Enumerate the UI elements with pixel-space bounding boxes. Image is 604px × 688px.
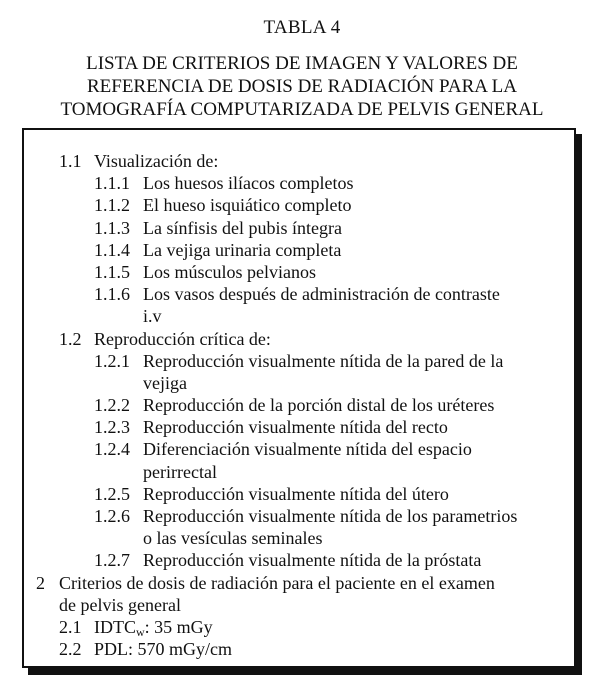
item-number: 1.2.5 bbox=[94, 483, 130, 504]
list-item bbox=[24, 549, 574, 571]
item-number: 1.2.4 bbox=[94, 439, 130, 460]
item-number: 1.2.1 bbox=[94, 350, 130, 371]
item-text-continued: vejiga bbox=[143, 372, 187, 393]
list-item-continuation bbox=[24, 527, 574, 549]
item-text-continued: i.v bbox=[143, 306, 162, 327]
list-item bbox=[24, 350, 574, 372]
list-item-continuation bbox=[24, 461, 574, 483]
list-item bbox=[24, 638, 574, 660]
item-text: Reproducción visualmente nítida del recto bbox=[143, 417, 448, 438]
list-item bbox=[24, 261, 574, 283]
item-number: 1.1.1 bbox=[94, 173, 130, 194]
list-item bbox=[24, 239, 574, 261]
item-text: Los huesos ilíacos completos bbox=[143, 173, 354, 194]
item-text: PDL: 570 mGy/cm bbox=[94, 639, 232, 660]
list-item bbox=[24, 172, 574, 194]
heading-line: REFERENCIA DE DOSIS DE RADIACIÓN PARA LA bbox=[86, 76, 517, 97]
item-number: 1.2.6 bbox=[94, 506, 130, 526]
section-number: 2 bbox=[36, 572, 45, 593]
item-text: El hueso isquiático completo bbox=[143, 195, 352, 216]
dose-label: IDTC bbox=[94, 616, 136, 637]
item-text: Reproducción visualmente nítida del útero bbox=[143, 483, 449, 504]
section-1-2-header bbox=[24, 328, 574, 350]
section-number: 1.1 bbox=[59, 151, 82, 171]
item-number: 1.1.3 bbox=[94, 217, 130, 238]
list-item-continuation bbox=[24, 305, 574, 327]
item-number: 1.2.2 bbox=[94, 395, 130, 416]
item-number: 1.1.2 bbox=[94, 195, 130, 216]
item-text: La vejiga urinaria completa bbox=[143, 239, 342, 260]
item-text: Los vasos después de administración de contraste bbox=[143, 284, 500, 305]
item-text-continued: perirrectal bbox=[143, 461, 217, 482]
item-text: Los músculos pelvianos bbox=[143, 261, 316, 282]
list-item bbox=[24, 394, 574, 416]
item-number: 1.2.3 bbox=[94, 417, 130, 438]
list-item bbox=[24, 616, 574, 638]
list-item bbox=[24, 505, 574, 527]
dose-label-subscript: w bbox=[136, 624, 145, 639]
heading-line: LISTA DE CRITERIOS DE IMAGEN Y VALORES DE bbox=[86, 53, 518, 74]
item-text: Reproducción visualmente nítida de los parametrios bbox=[143, 506, 518, 526]
item-text: Diferenciación visualmente nítida del espacio bbox=[143, 439, 472, 460]
list-item bbox=[24, 194, 574, 216]
item-number: 1.1.4 bbox=[94, 239, 130, 260]
list-item bbox=[24, 438, 574, 460]
item-number: 1.2.7 bbox=[94, 550, 130, 571]
list-item-continuation bbox=[24, 372, 574, 394]
item-text: Reproducción visualmente nítida de la pared de la bbox=[143, 350, 504, 371]
item-text bbox=[94, 616, 213, 638]
table-heading bbox=[0, 52, 604, 121]
criteria-list bbox=[24, 150, 574, 660]
dose-value: : 35 mGy bbox=[144, 616, 213, 637]
section-number: 1.2 bbox=[59, 328, 82, 349]
item-number: 1.1.6 bbox=[94, 284, 130, 305]
criteria-box bbox=[22, 128, 576, 668]
table-label: TABLA 4 bbox=[263, 17, 341, 38]
list-item bbox=[24, 483, 574, 505]
section-1-1-header bbox=[24, 150, 574, 172]
section-title: Visualización de: bbox=[94, 151, 219, 171]
heading-line: TOMOGRAFÍA COMPUTARIZADA DE PELVIS GENERAL bbox=[60, 99, 544, 120]
list-item bbox=[24, 283, 574, 305]
item-text-continued: o las vesículas seminales bbox=[143, 528, 323, 549]
item-text: Reproducción visualmente nítida de la próstata bbox=[143, 550, 482, 571]
item-number: 2.2 bbox=[59, 639, 82, 660]
section-2-header bbox=[24, 572, 574, 594]
section-title: Reproducción crítica de: bbox=[94, 328, 271, 349]
item-number: 2.1 bbox=[59, 616, 82, 637]
item-text: Reproducción de la porción distal de los uréteres bbox=[143, 395, 495, 416]
list-item bbox=[24, 217, 574, 239]
item-text: La sínfisis del pubis íntegra bbox=[143, 217, 342, 238]
list-item bbox=[24, 416, 574, 438]
section-title-continued: de pelvis general bbox=[59, 594, 181, 615]
item-number: 1.1.5 bbox=[94, 261, 130, 282]
section-title: Criterios de dosis de radiación para el paciente en el examen bbox=[59, 572, 495, 593]
section-title-continuation bbox=[24, 594, 574, 616]
